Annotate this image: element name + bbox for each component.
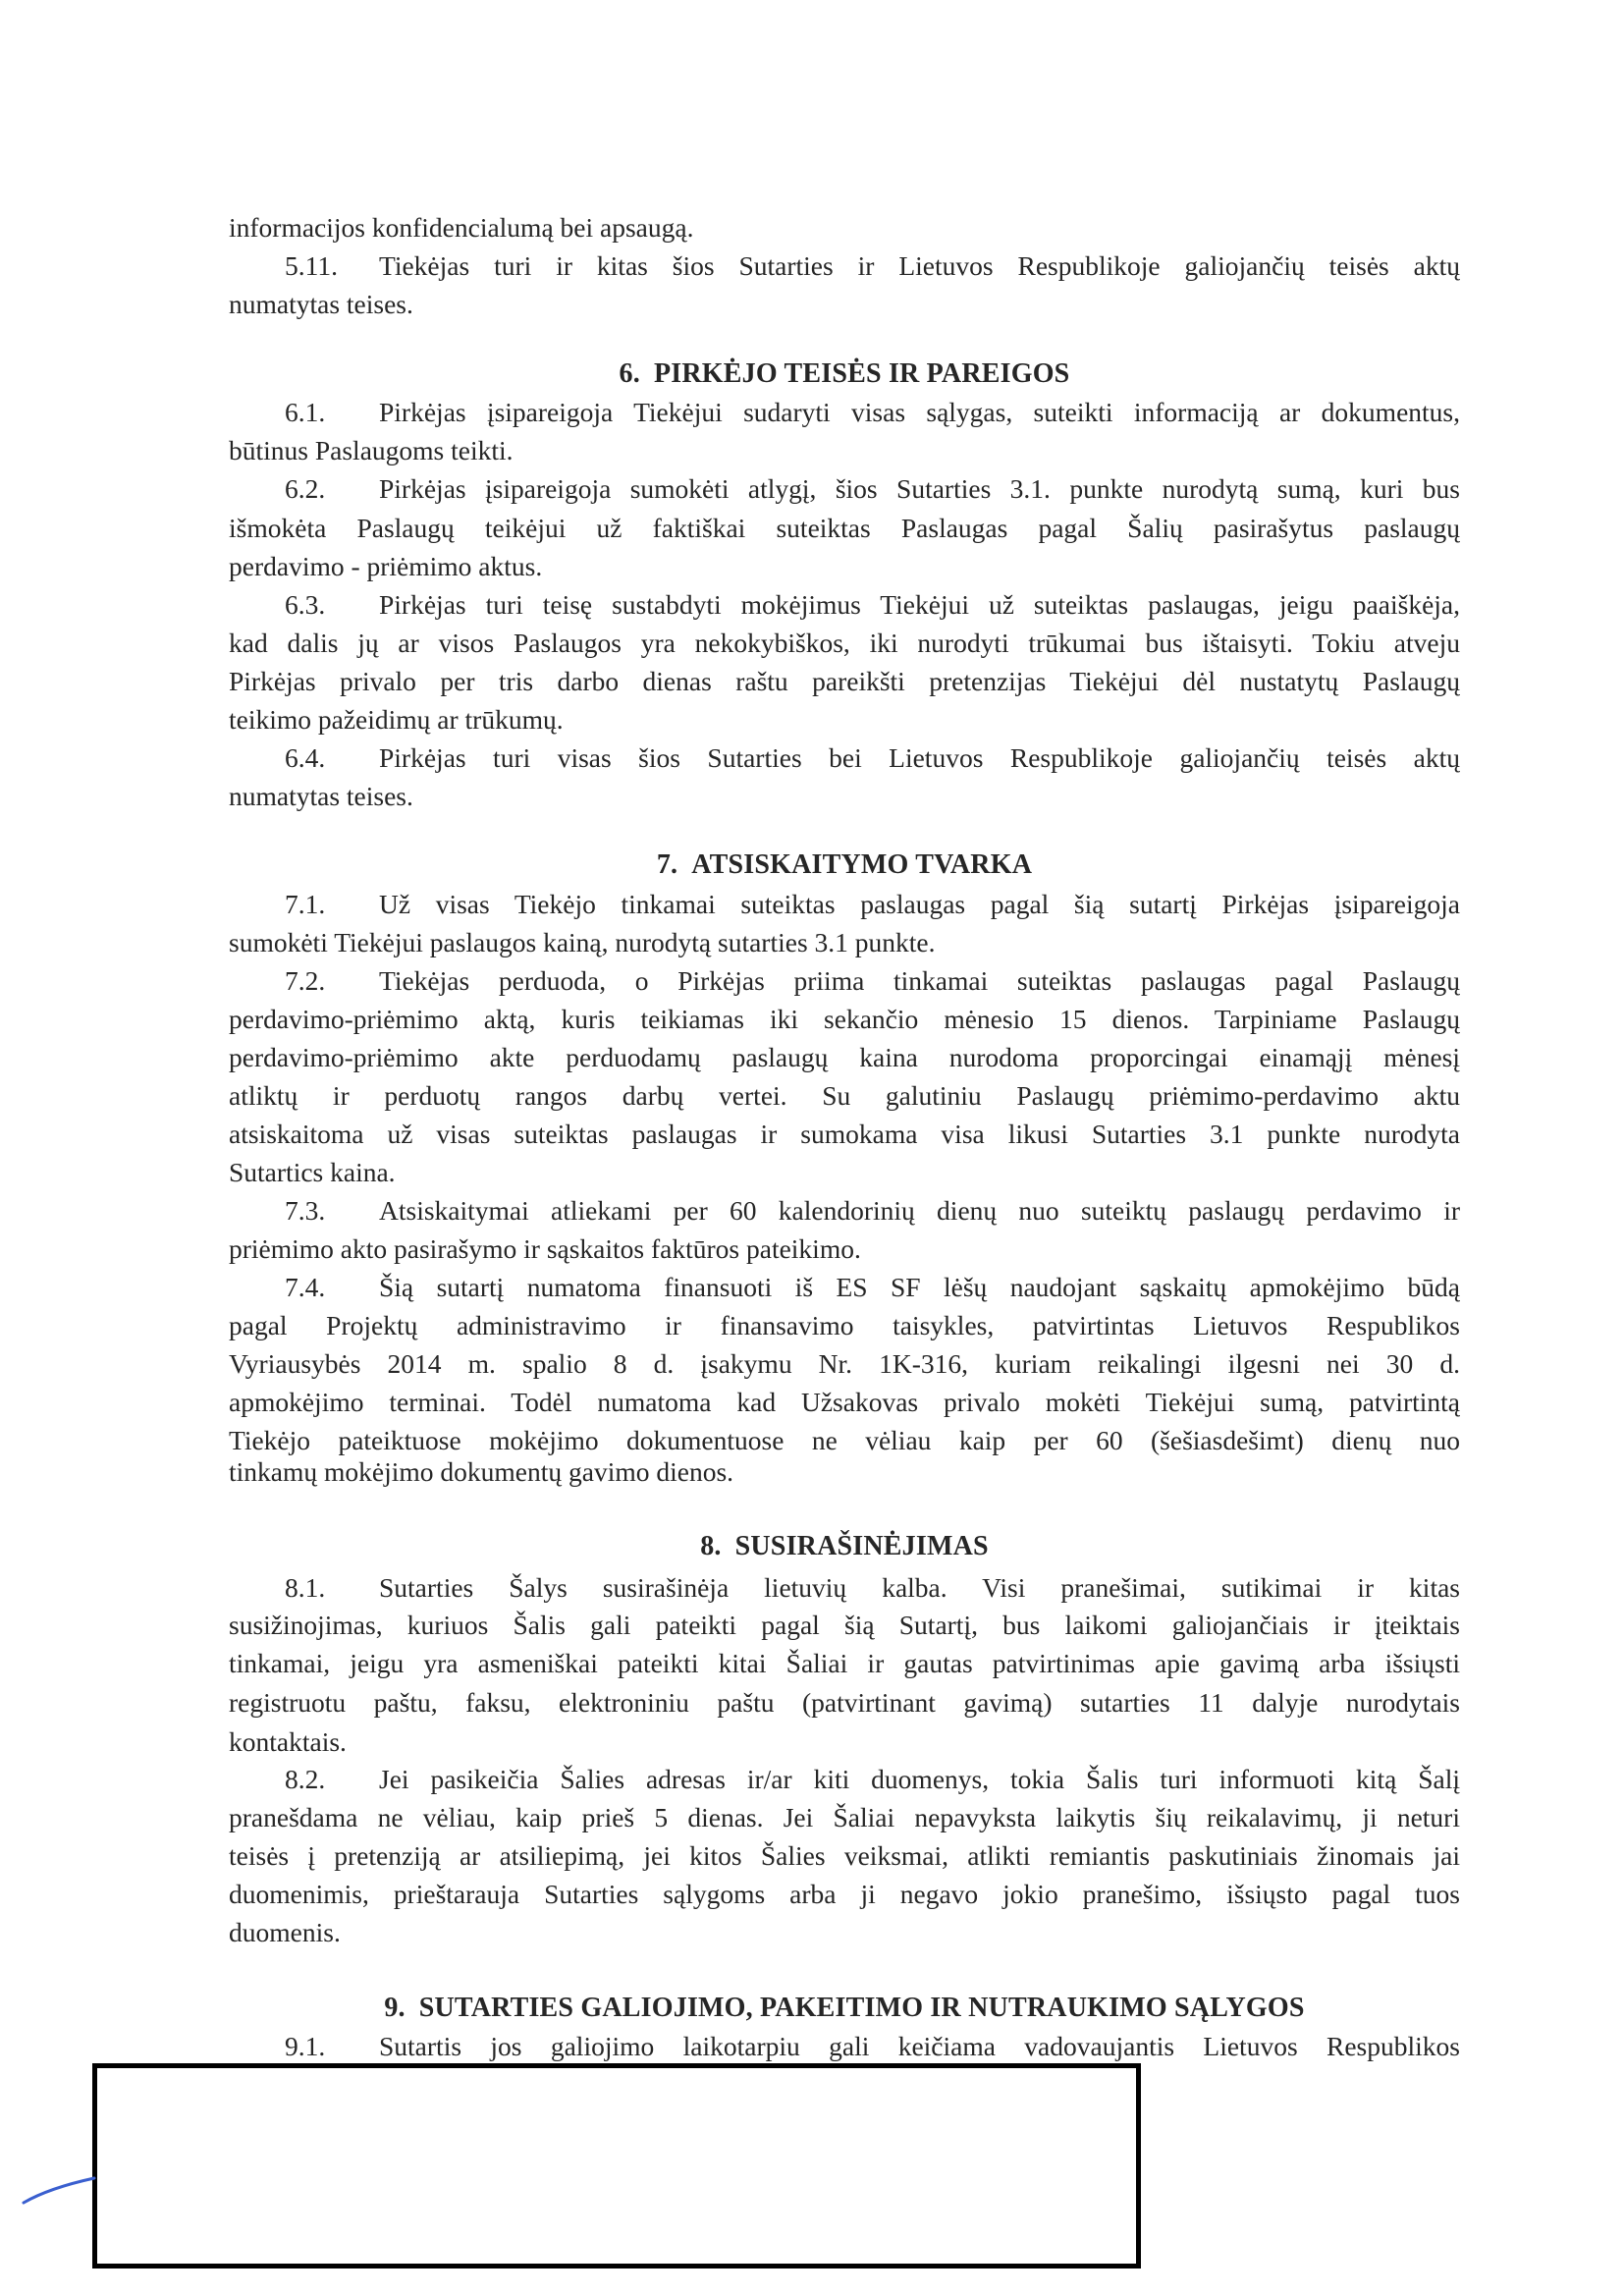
clause-number: 9.1. xyxy=(285,2031,326,2061)
section-title: SUSIRAŠINĖJIMAS xyxy=(734,1531,989,1561)
clause-number: 7.3. xyxy=(285,1195,326,1226)
clause-line: Pirkėjas privalo per tris darbo dienas raštu pareikšti pretenzijas Tiekėjui dėl nustatytų Paslaugų xyxy=(229,666,1460,696)
clause-last-line: numatytas teises. xyxy=(229,781,413,811)
redaction-box xyxy=(92,2063,1141,2269)
clause-last-line: sumokėti Tiekėjui paslaugos kainą, nurodytą sutarties 3.1 punkte. xyxy=(229,927,936,957)
clause-first-line xyxy=(285,1572,1460,1604)
clause-number: 6.2. xyxy=(285,473,326,504)
clause-number: 6.4. xyxy=(285,742,326,773)
section-number: 6. xyxy=(619,358,640,389)
pen-signature-stroke-icon xyxy=(0,2151,98,2219)
clause-number: 8.1. xyxy=(285,1572,326,1603)
clause-line: pranešdama ne vėliau, kaip prieš 5 dienas. Jei Šaliai nepavyksta laikytis šių reikalavimų, ji neturi xyxy=(229,1802,1460,1832)
section-title: ATSISKAITYMO TVARKA xyxy=(691,849,1033,880)
section-heading xyxy=(229,1993,1460,2024)
clause-number: 7.4. xyxy=(285,1272,326,1302)
clause-number: 6.3. xyxy=(285,589,326,620)
clause-line: atsiskaitoma už visas suteiktas paslaugas ir sumokama visa likusi Sutarties 3.1 punkte nurodyta xyxy=(229,1119,1460,1149)
section-heading xyxy=(229,358,1460,390)
section-number: 9. xyxy=(384,1993,406,2023)
clause-last-line: numatytas teises. xyxy=(229,289,413,319)
clause-line: perdavimo-priėmimo aktą, kuris teikiamas iki sekančio mėnesio 15 dienos. Tarpiniame Paslaugų xyxy=(229,1004,1460,1034)
clause-last-line: kontaktais. xyxy=(229,1726,347,1757)
clause-number: 7.2. xyxy=(285,965,326,996)
clause-first-line xyxy=(285,2031,1460,2062)
clause-last-line: būtinus Paslaugoms teikti. xyxy=(229,435,514,465)
clause-line: perdavimo-priėmimo akte perduodamų paslaugų kaina nurodoma proporcingai einamąjį mėnesį xyxy=(229,1042,1460,1072)
clause-number: 6.1. xyxy=(285,397,326,427)
clause-first-line xyxy=(285,1195,1460,1227)
section-heading xyxy=(229,1531,1460,1562)
section-title: PIRKĖJO TEISĖS IR PAREIGOS xyxy=(653,358,1070,389)
clause-last-line: tinkamų mokėjimo dokumentų gavimo dienos. xyxy=(229,1456,734,1487)
clause-line: apmokėjimo terminai. Todėl numatoma kad Užsakovas privalo mokėti Tiekėjui sumą, patvirtintą xyxy=(229,1387,1460,1417)
clause-line: pagal Projektų administravimo ir finansavimo taisykles, patvirtintas Lietuvos Respublikos xyxy=(229,1310,1460,1340)
clause-last-line: duomenis. xyxy=(229,1917,341,1947)
clause-line: išmokėta Paslaugų teikėjui už faktiškai suteiktas Paslaugas pagal Šalių pasirašytus paslaugų xyxy=(229,513,1460,543)
clause-first-line xyxy=(285,965,1460,997)
clause-text: Už visas Tiekėjo tinkamai suteiktas paslaugas pagal šią sutartį Pirkėjas įsipareigoja xyxy=(379,889,1460,919)
clause-last-line: teikimo pažeidimų ar trūkumų. xyxy=(229,704,564,735)
clause-line: Tiekėjo pateiktuose mokėjimo dokumentuose ne vėliau kaip per 60 (šešiasdešimt) dienų nuo xyxy=(229,1425,1460,1455)
clause-last-line: Sutartics kaina. xyxy=(229,1157,396,1187)
section-number: 7. xyxy=(656,849,678,880)
clause-number: 8.2. xyxy=(285,1764,326,1794)
clause-line: tinkamai, jeigu yra asmeniškai pateikti kitai Šaliai ir gautas patvirtinimas apie gavimą arba išsiųsti xyxy=(229,1648,1460,1678)
clause-line: registruotu paštu, faksu, elektroniniu paštu (patvirtinant gavimą) sutarties 11 dalyje nurodytais xyxy=(229,1687,1460,1718)
clause-first-line xyxy=(285,589,1460,621)
clause-text: Tiekėjas turi ir kitas šios Sutarties ir Lietuvos Respublikoje galiojančių teisės aktų xyxy=(379,250,1460,281)
clause-last-line: perdavimo - priėmimo aktus. xyxy=(229,551,543,581)
clause-first-line xyxy=(285,250,1460,282)
clause-text: Pirkėjas turi teisę sustabdyti mokėjimus Tiekėjui už suteiktas paslaugas, jeigu paaiškėja, xyxy=(379,589,1460,620)
clause-text: Jei pasikeičia Šalies adresas ir/ar kiti duomenys, tokia Šalis turi informuoti kitą Šalį xyxy=(379,1764,1460,1794)
clause-line: duomenimis, prieštarauja Sutarties sąlygoms arba ji negavo jokio pranešimo, išsiųsto pagal tuos xyxy=(229,1879,1460,1909)
clause-text: Pirkėjas turi visas šios Sutarties bei Lietuvos Respublikoje galiojančių teisės aktų xyxy=(379,742,1460,773)
clause-line: atliktų ir perduotų rangos darbų vertei. Su galutiniu Paslaugų priėmimo-perdavimo aktu xyxy=(229,1080,1460,1111)
clause-first-line xyxy=(285,397,1460,428)
clause-line: kad dalis jų ar visos Paslaugos yra nekokybiškos, iki nurodyti trūkumai bus ištaisyti. Tokiu atveju xyxy=(229,628,1460,658)
clause-text: Sutarties Šalys susirašinėja lietuvių kalba. Visi pranešimai, sutikimai ir kitas xyxy=(379,1572,1460,1603)
clause-number: 7.1. xyxy=(285,889,326,919)
clause-text: Pirkėjas įsipareigoja sumokėti atlygį, šios Sutarties 3.1. punkte nurodytą sumą, kuri bus xyxy=(379,473,1460,504)
clause-text: Tiekėjas perduoda, o Pirkėjas priima tinkamai suteiktas paslaugas pagal Paslaugų xyxy=(379,965,1460,996)
clause-line: Vyriausybės 2014 m. spalio 8 d. įsakymu Nr. 1K-316, kuriam reikalingi ilgesni nei 30 d. xyxy=(229,1348,1460,1379)
clause-first-line xyxy=(285,1764,1460,1795)
clause-first-line xyxy=(285,473,1460,505)
clause-last-line: informacijos konfidencialumą bei apsaugą. xyxy=(229,212,694,243)
section-heading xyxy=(229,849,1460,881)
clause-first-line xyxy=(285,1272,1460,1303)
clause-first-line xyxy=(285,742,1460,774)
clause-text: Šią sutartį numatoma finansuoti iš ES SF lėšų naudojant sąskaitų apmokėjimo būdą xyxy=(379,1272,1460,1302)
clause-text: Pirkėjas įsipareigoja Tiekėjui sudaryti visas sąlygas, suteikti informaciją ar dokumentus, xyxy=(379,397,1460,427)
section-number: 8. xyxy=(700,1531,722,1561)
clause-first-line xyxy=(285,889,1460,920)
clause-text: Sutartis jos galiojimo laikotarpiu gali keičiama vadovaujantis Lietuvos Respublikos xyxy=(379,2031,1460,2061)
section-title: SUTARTIES GALIOJIMO, PAKEITIMO IR NUTRAUKIMO SĄLYGOS xyxy=(418,1993,1305,2023)
clause-number: 5.11. xyxy=(285,250,338,281)
clause-line: teisės į pretenziją ar atsiliepimą, jei kitos Šalies veiksmai, atlikti remiantis paskutiniais žinomais jai xyxy=(229,1840,1460,1871)
clause-text: Atsiskaitymai atliekami per 60 kalendorinių dienų nuo suteiktų paslaugų perdavimo ir xyxy=(379,1195,1460,1226)
clause-last-line: priėmimo akto pasirašymo ir sąskaitos faktūros pateikimo. xyxy=(229,1233,861,1264)
clause-line: susižinojimas, kuriuos Šalis gali pateikti pagal šią Sutartį, bus laikomi galiojančiais ir įteiktais xyxy=(229,1610,1460,1640)
